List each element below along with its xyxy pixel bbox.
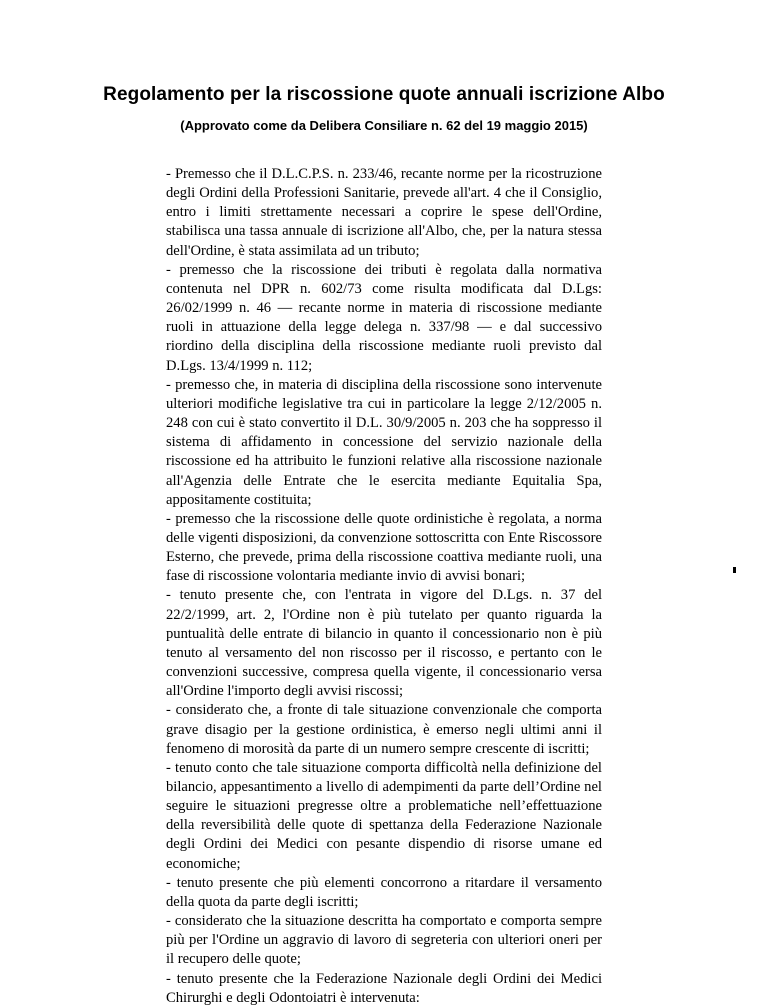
document-subtitle: (Approvato come da Delibera Consiliare n. 62 del 19 maggio 2015) [180,118,588,133]
paragraph: - premesso che, in materia di disciplina della riscossione sono intervenute ulteriori modifiche legislative tra cui in particolare la legge 2/12/2005 n. 248 con cui è stato convertito il D.L. 30/9/2005 n. 203 che ha soppresso il sistema di affidamento in concessione del servizio nazionale della riscossione ed ha attribuito le funzioni relative alla riscossione nazionale all'Agenzia delle Entrate che le esercita mediante Equitalia Spa, appositamente costituita; [166,376,602,508]
paragraph: - premesso che la riscossione delle quote ordinistiche è regolata, a norma delle vigenti disposizioni, da convenzione sottoscritta con Ente Riscossore Esterno, che prevede, prima della riscossione coattiva mediante ruoli, una fase di riscossione volontaria mediante invio di avvisi bonari; [166,510,602,585]
paragraph: - considerato che la situazione descritta ha comportato e comporta sempre più per l'Ordine un aggravio di lavoro di segreteria con ulteriori oneri per il recupero delle quote; [166,913,602,968]
paragraph: - considerato che, a fronte di tale situazione convenzionale che comporta grave disagio per la gestione ordinistica, è emerso negli ultimi anni il fenomeno di morosità da parte di un numero sempre crescente di iscritti; [166,702,602,757]
paragraph: - tenuto presente che più elementi concorrono a ritardare il versamento della quota da parte degli iscritti; [166,874,602,910]
document-body [166,165,602,1008]
margin-mark [733,567,736,573]
paragraph: - tenuto presente che la Federazione Nazionale degli Ordini dei Medici Chirurghi e degli Odontoiatri è intervenuta: [166,970,602,1006]
paragraph: - premesso che la riscossione dei tributi è regolata dalla normativa contenuta nel DPR n. 602/73 come risulta modificata dal D.Lgs: 26/02/1999 n. 46 — recante norme in materia di riscossione mediante ruoli in attuazione della legge delega n. 337/98 — e dal successivo riordino della disciplina della riscossione mediante ruoli previsto dal D.Lgs. 13/4/1999 n. 112; [166,261,602,374]
paragraph: - tenuto conto che tale situazione comporta difficoltà nella definizione del bilancio, appesantimento a livello di adempimenti da parte dell’Ordine nel seguire le situazioni pregresse oltre a problematiche nell’effettuazione della reversibilità delle quote di spettanza della Federazione Nazionale degli Ordini dei Medici con pesante dispendio di risorse umane ed economiche; [166,759,602,872]
paragraph: - tenuto presente che, con l'entrata in vigore del D.Lgs. n. 37 del 22/2/1999, art. 2, l'Ordine non è più tutelato per quanto riguarda la puntualità delle entrate di bilancio in quanto il concessionario non è più tenuto al versamento del non riscosso per il riscosso, e pertanto con le convenzioni successive, compresa quella vigente, il concessionario versa all'Ordine l'importo degli avvisi riscossi; [166,587,602,700]
paragraph: - Premesso che il D.L.C.P.S. n. 233/46, recante norme per la ricostruzione degli Ordini della Professioni Sanitarie, prevede all'art. 4 che il Consiglio, entro i limiti strettamente necessari a coprire le spese dell'Ordine, stabilisca una tassa annuale di iscrizione all'Albo, che, per la natura stessa dell'Ordine, è stata assimilata ad un tributo; [166,166,602,259]
document-title: Regolamento per la riscossione quote annuali iscrizione Albo [103,84,665,105]
